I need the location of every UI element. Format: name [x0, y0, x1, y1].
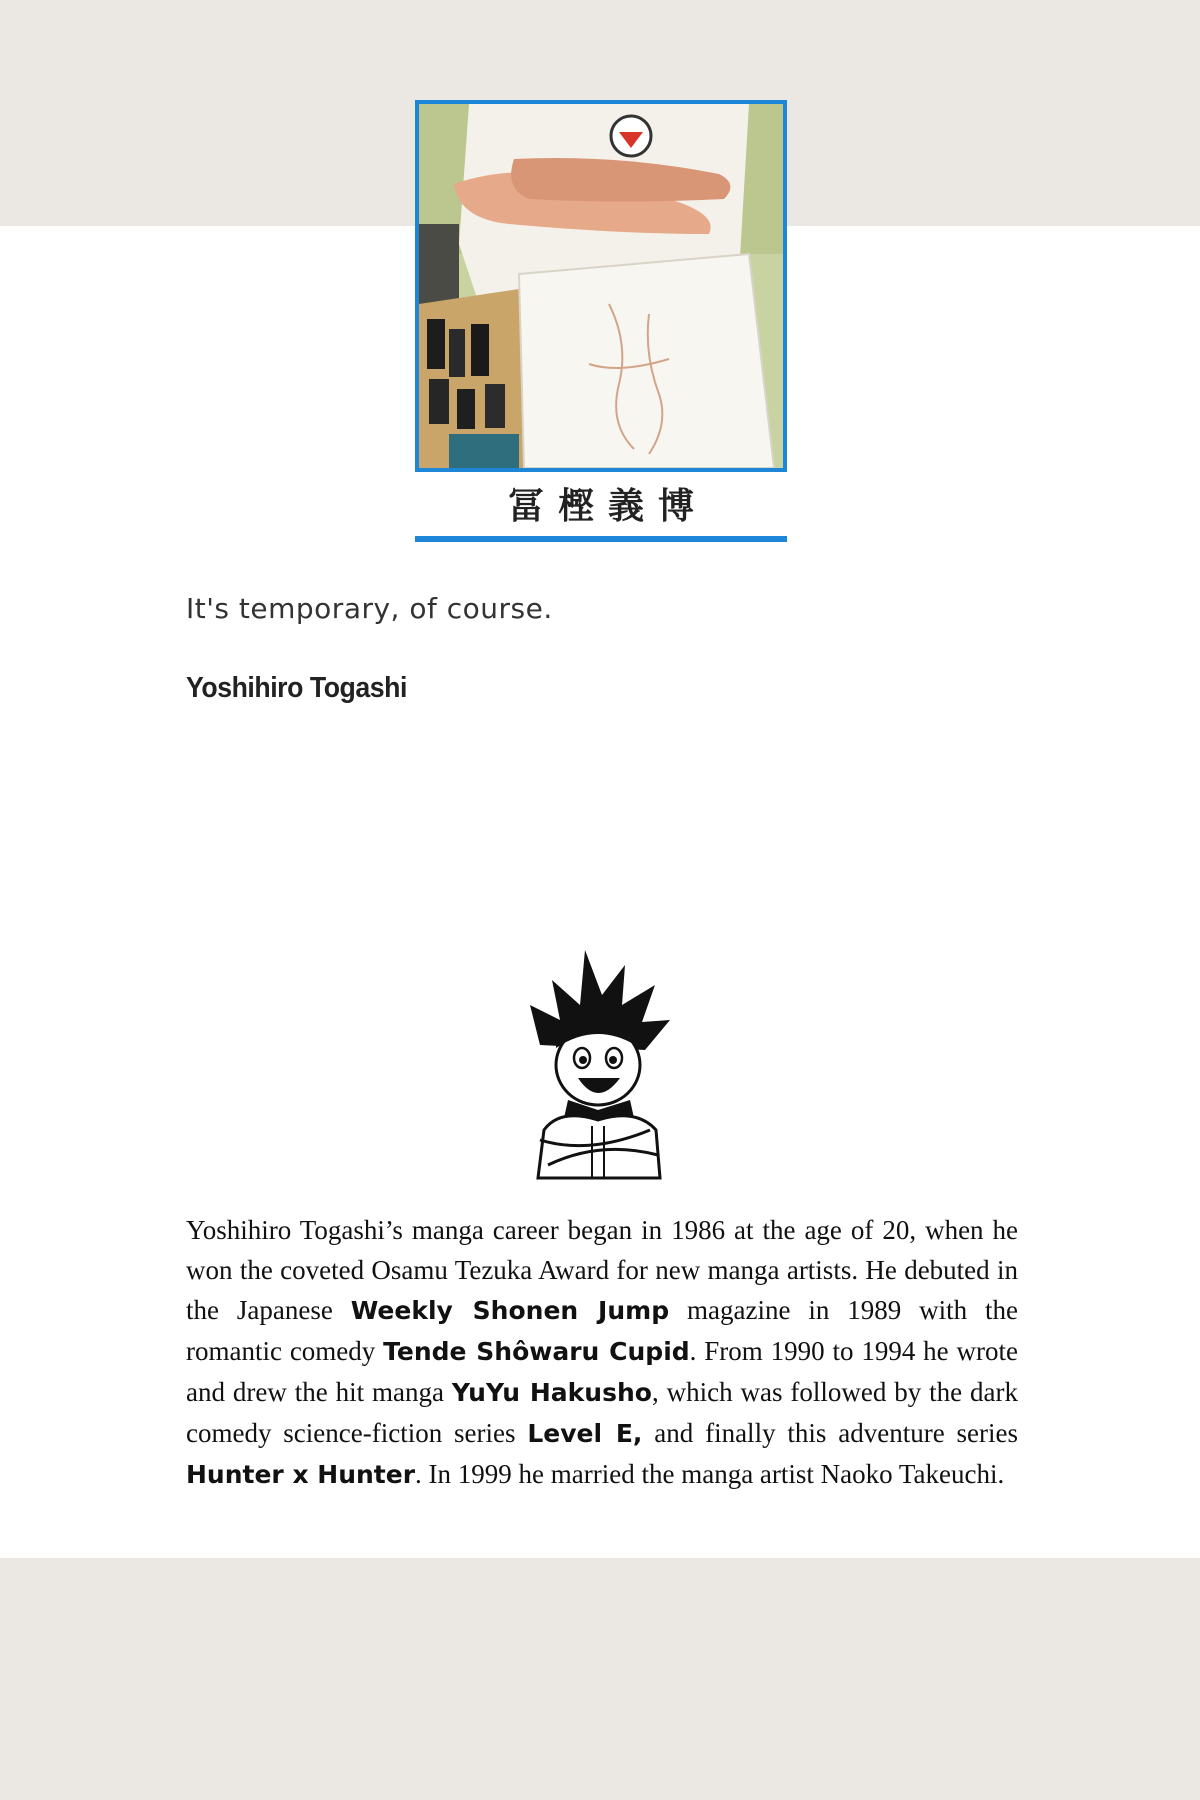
- author-signature: Yoshihiro Togashi: [186, 672, 407, 704]
- bio-title-weekly-shonen-jump: Weekly Shonen Jump: [350, 1296, 670, 1325]
- author-quote: It's temporary, of course.: [186, 592, 553, 625]
- bio-text: , which was followed by the dark comedy science-fiction series: [186, 1377, 1018, 1448]
- bio-title-hunter-x-hunter: Hunter x Hunter: [186, 1460, 416, 1489]
- bio-text: . In 1999 he married the manga artist Naoko Takeuchi.: [415, 1459, 1005, 1489]
- author-photo: [415, 100, 787, 472]
- author-biography: [186, 1210, 1018, 1495]
- gon-illustration: [530, 950, 670, 1180]
- bio-title-tende-showaru-cupid: Tende Shôwaru Cupid: [383, 1337, 690, 1366]
- bio-text: and finally this adventure series: [642, 1418, 1018, 1448]
- caption-underline: [415, 536, 787, 542]
- bio-text: . From 1990 to 1994 he wrote and drew the hit manga: [186, 1336, 1018, 1407]
- bio-title-yuyu-hakusho: YuYu Hakusho: [451, 1378, 652, 1407]
- bio-text: Yoshihiro Togashi’s manga career began in 1986 at the age of 20, when he won the coveted Osamu Tezuka Award for new manga artists. He debuted in the Japanese: [186, 1215, 1018, 1325]
- bio-title-level-e: Level E,: [527, 1419, 643, 1448]
- bio-text: magazine in 1989 with the romantic comedy: [186, 1295, 1018, 1366]
- author-name-japanese: 冨樫義博: [507, 486, 708, 527]
